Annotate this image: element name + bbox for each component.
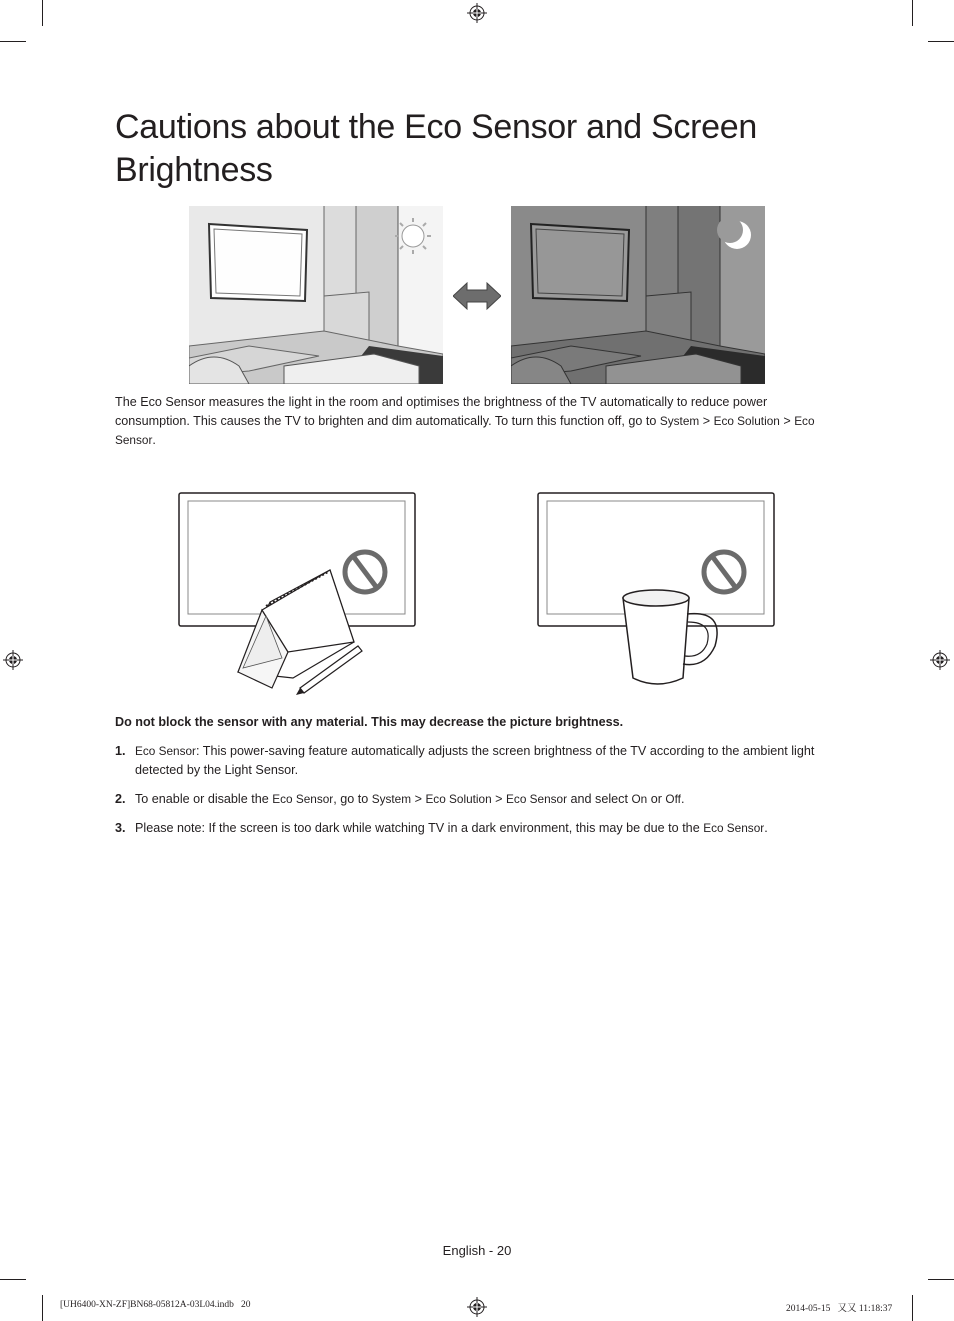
crop-mark (42, 1295, 43, 1321)
crop-mark (42, 0, 43, 26)
note-term: Eco Sensor (135, 744, 196, 758)
note-item: 3. Please note: If the screen is too dark while watching TV in a dark environment, this may be due to the Eco Sensor. (115, 819, 840, 838)
note-number: 1. (115, 744, 126, 758)
note-term: Eco Sensor (703, 821, 765, 835)
print-slug-left: [UH6400-XN-ZF]BN68-05812A-03L04.indb 20 (60, 1300, 251, 1310)
print-slug-right: 2014-05-15 又又 11:18:37 (786, 1304, 893, 1314)
page-title: Cautions about the Eco Sensor and Screen Brightness (115, 108, 757, 189)
menu-path-eco-solution: Eco Solution (713, 414, 780, 428)
registration-mark-icon (467, 3, 487, 23)
crop-mark (912, 1295, 913, 1321)
crop-mark (0, 41, 26, 42)
double-arrow-icon (453, 281, 501, 311)
crop-mark (928, 41, 954, 42)
menu-path-eco-sensor: Eco Sensor (115, 414, 815, 447)
crop-mark (928, 1279, 954, 1280)
note-number: 2. (115, 792, 126, 806)
note-item: 2. To enable or disable the Eco Sensor, go to System > Eco Solution > Eco Sensor and select On or Off. (115, 790, 840, 809)
intro-paragraph: The Eco Sensor measures the light in the room and optimises the brightness of the TV automatically to reduce power consumption. This causes the TV to brighten and dim automatically. To turn this function off, go to System > Eco Solution > Eco Sensor. (115, 395, 815, 447)
crop-mark (912, 0, 913, 26)
tv-blocked-by-mug-illustration (537, 492, 777, 692)
menu-path-system: System (659, 414, 700, 428)
registration-mark-icon (930, 650, 950, 670)
warning-text: Do not block the sensor with any material. This may decrease the picture brightness. (115, 715, 624, 729)
registration-mark-icon (3, 650, 23, 670)
note-number: 3. (115, 821, 126, 835)
tv-blocked-by-calendar-illustration (178, 492, 418, 698)
dark-room-illustration (511, 206, 765, 384)
registration-mark-icon (467, 1297, 487, 1317)
note-item: 1. Eco Sensor: This power-saving feature automatically adjusts the screen brightness of the TV according to the ambient light detected by the Light Sensor. (115, 744, 815, 777)
crop-mark (0, 1279, 26, 1280)
bright-room-illustration (189, 206, 443, 384)
page-number: English - 20 (442, 1243, 512, 1258)
